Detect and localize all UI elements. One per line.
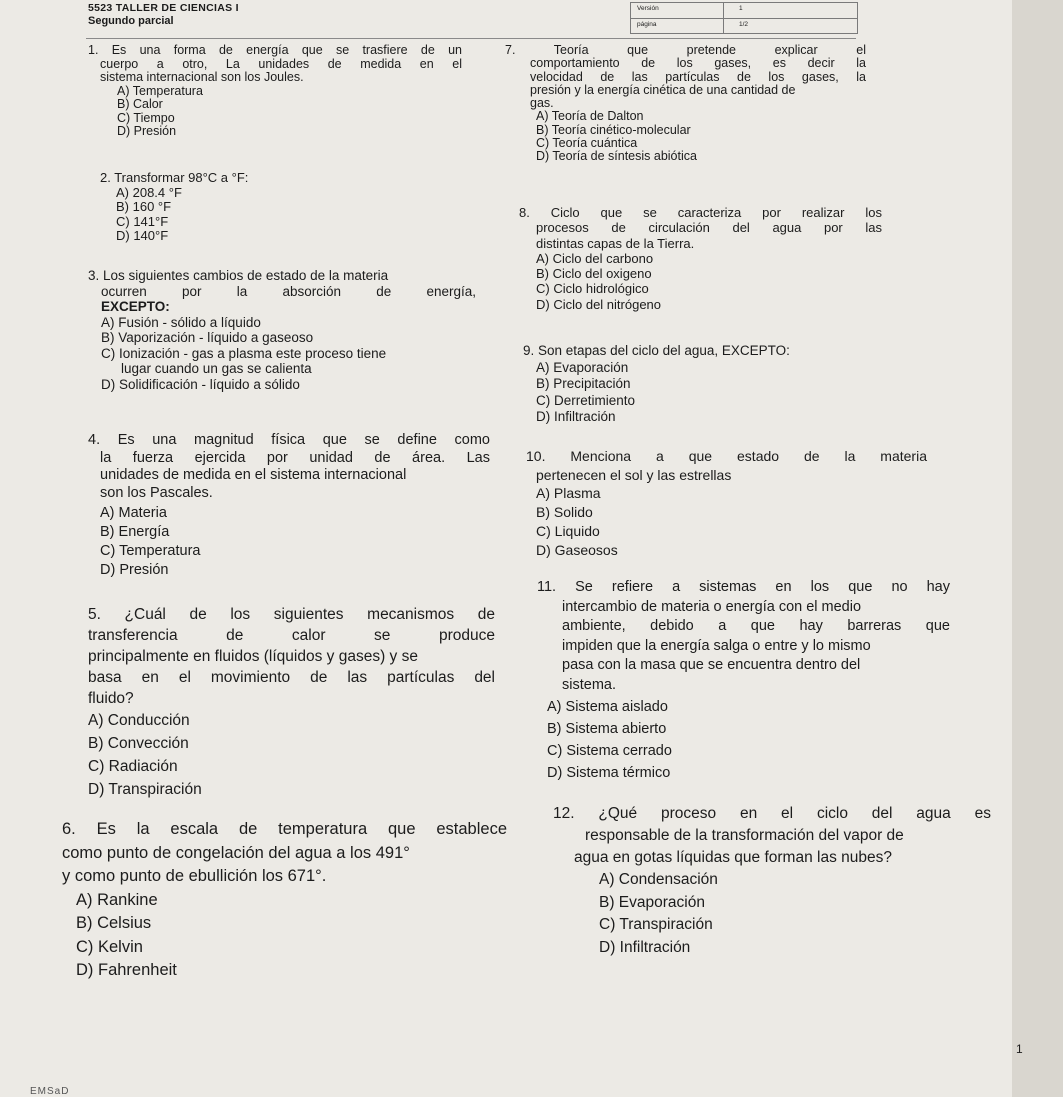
question-line: ambiente, debido a que hay barreras que [562, 618, 950, 635]
question-line: basa en el movimiento de las partículas del [88, 669, 495, 686]
answer-option[interactable]: C) Transpiración [599, 916, 713, 933]
question-4 [88, 432, 490, 580]
question-3 [88, 268, 476, 392]
question-5 [88, 604, 495, 801]
answer-option[interactable]: B) Precipitación [536, 376, 631, 391]
footer-code: EMSaD [30, 1086, 70, 1097]
question-line: la fuerza ejercida por unidad de área. Las [100, 449, 490, 466]
answer-option[interactable]: C) Sistema cerrado [547, 742, 672, 759]
answer-option[interactable]: A) Rankine [76, 890, 158, 909]
header-divider [86, 38, 856, 39]
answer-option[interactable]: A) Condensación [599, 871, 718, 888]
answer-option[interactable]: D) Teoría de síntesis abiótica [536, 149, 697, 164]
question-line: agua en gotas líquidas que forman las nubes? [574, 849, 892, 866]
answer-option[interactable]: A) Conducción [88, 712, 190, 729]
answer-option[interactable]: D) Sistema térmico [547, 764, 671, 781]
question-line: pertenecen el sol y las estrellas [536, 466, 732, 483]
page-number: 1 [1016, 1042, 1023, 1056]
question-line: cuerpo a otro, La unidades de medida en el [100, 56, 462, 71]
question-line: como punto de congelación del agua a los 491° [62, 843, 410, 862]
answer-option[interactable]: C) Ciclo hidrológico [536, 281, 649, 297]
question-line: 3. Los siguientes cambios de estado de la materia [88, 268, 389, 283]
answer-option[interactable]: D) Gaseosos [536, 542, 618, 558]
answer-option[interactable]: B) Calor [117, 97, 163, 111]
question-6 [62, 818, 507, 983]
answer-option[interactable]: B) Vaporización - líquido a gaseoso [101, 330, 314, 345]
answer-option[interactable]: A) Temperatura [117, 83, 203, 98]
answer-option[interactable]: C) Ionización - gas a plasma este proceso tiene [101, 345, 387, 361]
answer-option[interactable]: D) Presión [117, 124, 177, 138]
answer-option[interactable]: A) Teoría de Dalton [536, 109, 644, 124]
answer-option[interactable]: B) Sistema abierto [547, 720, 667, 737]
question-line: unidades de medida en el sistema internacional [100, 467, 407, 483]
exam-subtitle: Segundo parcial [88, 15, 174, 27]
question-line: 12. ¿Qué proceso en el ciclo del agua es [553, 805, 991, 822]
question-line: presión y la energía cinética de una cantidad de [530, 82, 796, 97]
question-8 [519, 205, 882, 312]
question-10 [526, 447, 927, 560]
question-line: 1. Es una forma de energía que se trasfiere de un [88, 43, 462, 57]
question-line: 10. Menciona a que estado de la materia [526, 448, 927, 464]
question-line: procesos de circulación del agua por las [536, 220, 882, 236]
question-1 [88, 44, 462, 139]
question-line: impiden que la energía salga o entre y lo mismo [562, 637, 871, 654]
answer-option[interactable]: D) Ciclo del nitrógeno [536, 296, 662, 312]
answer-option[interactable]: B) Celsius [76, 914, 152, 932]
answer-option[interactable]: A) Materia [100, 505, 167, 521]
page-label: página [637, 21, 657, 28]
question-7 [505, 44, 866, 164]
answer-option[interactable]: B) Teoría cinético-molecular [536, 122, 691, 137]
answer-option[interactable]: A) Ciclo del carbono [536, 250, 654, 266]
answer-option[interactable]: C) Kelvin [76, 937, 143, 956]
question-9 [523, 343, 790, 426]
question-line: 5. ¿Cuál de los siguientes mecanismos de [88, 606, 495, 623]
question-line: principalmente en fluidos (líquidos y gases) y se [88, 648, 418, 665]
answer-option[interactable]: C) Derretimiento [536, 392, 636, 408]
question-line: sistema internacional son los Joules. [100, 70, 304, 84]
question-line: responsable de la transformación del vapor de [585, 827, 904, 844]
question-line: pasa con la masa que se encuentra dentro del [562, 657, 861, 674]
question-line: 8. Ciclo que se caracteriza por realizar los [519, 205, 882, 220]
answer-option[interactable]: C) Liquido [536, 523, 600, 539]
question-line: sistema. [562, 676, 616, 693]
question-line: transferencia de calor se produce [88, 627, 495, 644]
answer-option[interactable]: A) 208.4 °F [116, 184, 182, 200]
question-line: EXCEPTO: [101, 299, 170, 314]
answer-option[interactable]: C) Radiación [88, 758, 178, 775]
question-line: comportamiento de los gases, es decir la [530, 56, 866, 71]
answer-option[interactable]: D) Fahrenheit [76, 961, 177, 979]
question-line: ocurren por la absorción de energía, [101, 283, 476, 299]
course-title: 5523 TALLER DE CIENCIAS I [88, 2, 239, 14]
question-line: fluido? [88, 690, 134, 707]
question-line: son los Pascales. [100, 484, 213, 501]
question-line: distintas capas de la Tierra. [536, 235, 695, 251]
answer-option[interactable]: B) Evaporación [599, 893, 705, 911]
question-11 [537, 578, 950, 784]
question-line: 2. Transformar 98°C a °F: [100, 170, 249, 185]
page-value: 1/2 [739, 21, 749, 28]
answer-option[interactable]: A) Fusión - sólido a líquido [101, 314, 261, 330]
question-line: 7. Teoría que pretende explicar el [505, 43, 866, 57]
version-label: Versión [637, 5, 659, 12]
answer-option[interactable]: B) Solido [536, 504, 593, 520]
question-line: y como punto de ebullición los 671°. [62, 867, 327, 885]
answer-option[interactable]: B) Ciclo del oxigeno [536, 266, 652, 282]
answer-option[interactable]: D) Infiltración [536, 409, 616, 424]
question-line: velocidad de las partículas de los gases, la [530, 69, 866, 84]
answer-option[interactable]: B) Energía [100, 524, 170, 540]
answer-option[interactable]: C) Temperatura [100, 543, 201, 559]
question-2 [100, 171, 248, 244]
question-line: intercambio de materia o energía con el medio [562, 598, 862, 615]
answer-option[interactable]: C) 141°F [116, 213, 169, 229]
question-line: gas. [530, 96, 554, 111]
version-value: 1 [739, 5, 743, 12]
answer-option[interactable]: A) Sistema aislado [547, 698, 668, 715]
answer-option[interactable]: C) Teoría cuántica [536, 136, 638, 151]
answer-option[interactable]: A) Plasma [536, 485, 601, 501]
answer-option[interactable]: B) 160 °F [116, 199, 172, 214]
answer-option[interactable]: C) Tiempo [117, 110, 175, 125]
question-line: 11. Se refiere a sistemas en los que no hay [537, 579, 950, 595]
answer-option[interactable]: A) Evaporación [536, 359, 629, 375]
answer-option[interactable]: D) Infiltración [599, 938, 691, 956]
answer-option-continued: lugar cuando un gas se calienta [121, 361, 312, 376]
answer-option[interactable]: D) Solidificación - líquido a sólido [101, 376, 300, 392]
page-edge-shadow [1012, 0, 1063, 1097]
question-line: 6. Es la escala de temperatura que establece [62, 820, 507, 838]
question-line: 9. Son etapas del ciclo del agua, EXCEPTO: [523, 343, 790, 358]
version-box [630, 2, 858, 34]
question-12 [553, 803, 991, 959]
answer-option[interactable]: D) Transpiración [88, 781, 202, 798]
answer-option[interactable]: D) 140°F [116, 228, 169, 243]
answer-option[interactable]: B) Convección [88, 735, 189, 752]
question-line: 4. Es una magnitud física que se define como [88, 432, 490, 448]
answer-option[interactable]: D) Presión [100, 562, 169, 578]
